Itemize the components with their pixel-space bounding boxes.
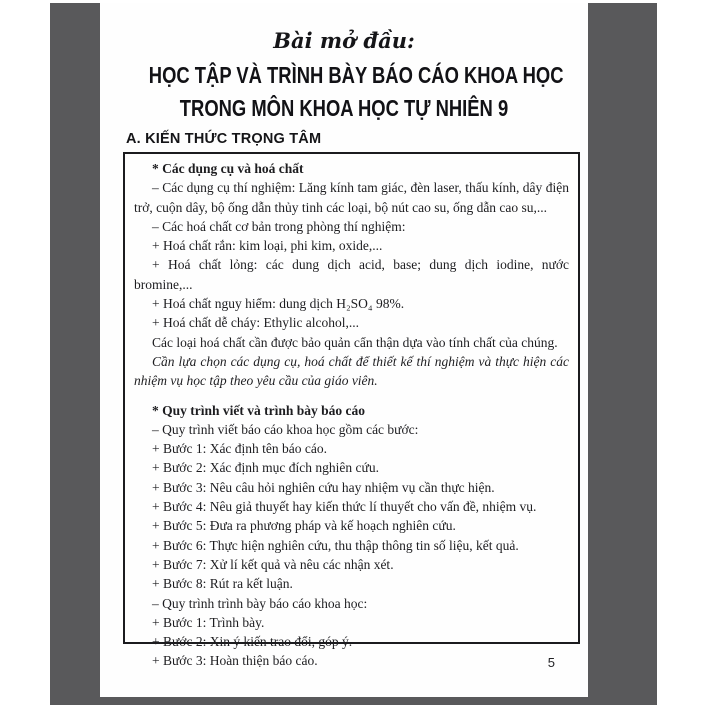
content-paragraph: + Bước 4: Nêu giả thuyết hay kiến thức lí thuyết cho vấn đề, nhiệm vụ. (152, 499, 537, 515)
content-paragraph: – Quy trình viết báo cáo khoa học gồm các bước: (152, 421, 419, 437)
content-paragraph: – Quy trình trình bày báo cáo khoa học: (152, 595, 368, 611)
content-paragraph: * Quy trình viết và trình bày báo cáo (152, 402, 366, 418)
content-paragraph: + Bước 3: Hoàn thiện báo cáo. (152, 653, 318, 669)
content-paragraph: + Bước 3: Nêu câu hỏi nghiên cứu hay nhiệm vụ cần thực hiện. (152, 479, 495, 495)
page-title (100, 59, 588, 125)
content-paragraph: – Các dụng cụ thí nghiệm: Lăng kính tam giác, đèn laser, thấu kính, dây điện trở, cuộn dây, bộ ống dẫn thủy tinh các loại, bộ nút cao su, ống dẫn cao su,... (134, 180, 569, 215)
content-paragraph: + Bước 1: Xác định tên báo cáo. (152, 441, 328, 457)
content-box (123, 152, 580, 669)
content-paragraph: + Bước 6: Thực hiện nghiên cứu, thu thập thông tin số liệu, kết quả. (152, 537, 519, 553)
content-paragraph: + Bước 2: Xin ý kiến trao đổi, góp ý. (152, 634, 353, 650)
content-paragraph: + Hoá chất nguy hiểm: dung dịch H₂SO₄ 98%. (152, 296, 405, 312)
content-paragraph: + Hoá chất dễ cháy: Ethylic alcohol,... (152, 315, 360, 331)
content-paragraph: + Bước 1: Trình bày. (152, 614, 265, 630)
page-title-line-1: HỌC TẬP VÀ TRÌNH BÀY BÁO CÁO KHOA HỌC (148, 62, 564, 88)
content-paragraph: + Bước 8: Rút ra kết luận. (152, 576, 293, 592)
content-paragraph: + Bước 2: Xác định mục đích nghiên cứu. (152, 460, 379, 476)
content-paragraph: + Bước 7: Xử lí kết quả và nêu các nhận xét. (152, 556, 394, 572)
lesson-label: Bài mở đầu: (273, 28, 415, 53)
content-paragraph: + Hoá chất rắn: kim loại, phi kim, oxide,... (152, 238, 383, 254)
page-title-line-2: TRONG MÔN KHOA HỌC TỰ NHIÊN 9 (179, 95, 509, 121)
content-paragraph: * Các dụng cụ và hoá chất (152, 161, 304, 176)
page-number: 5 (547, 655, 555, 670)
content-paragraph: Các loại hoá chất cần được bảo quản cẩn thận dựa vào tính chất của chúng. (152, 334, 558, 350)
content-paragraph: + Bước 5: Đưa ra phương pháp và kế hoạch nghiên cứu. (152, 518, 456, 534)
content-paragraph: – Các hoá chất cơ bản trong phòng thí nghiệm: (152, 218, 406, 234)
content-paragraph: + Hoá chất lỏng: các dung dịch acid, base; dung dịch iodine, nước bromine,... (134, 257, 569, 292)
content-paragraph: Cần lựa chọn các dụng cụ, hoá chất để thiết kế thí nghiệm và thực hiện các nhiệm vụ học tập theo yêu cầu của giáo viên. (134, 353, 569, 389)
document-page (100, 3, 588, 697)
section-heading: A. KIẾN THỨC TRỌNG TÂM (126, 131, 322, 147)
